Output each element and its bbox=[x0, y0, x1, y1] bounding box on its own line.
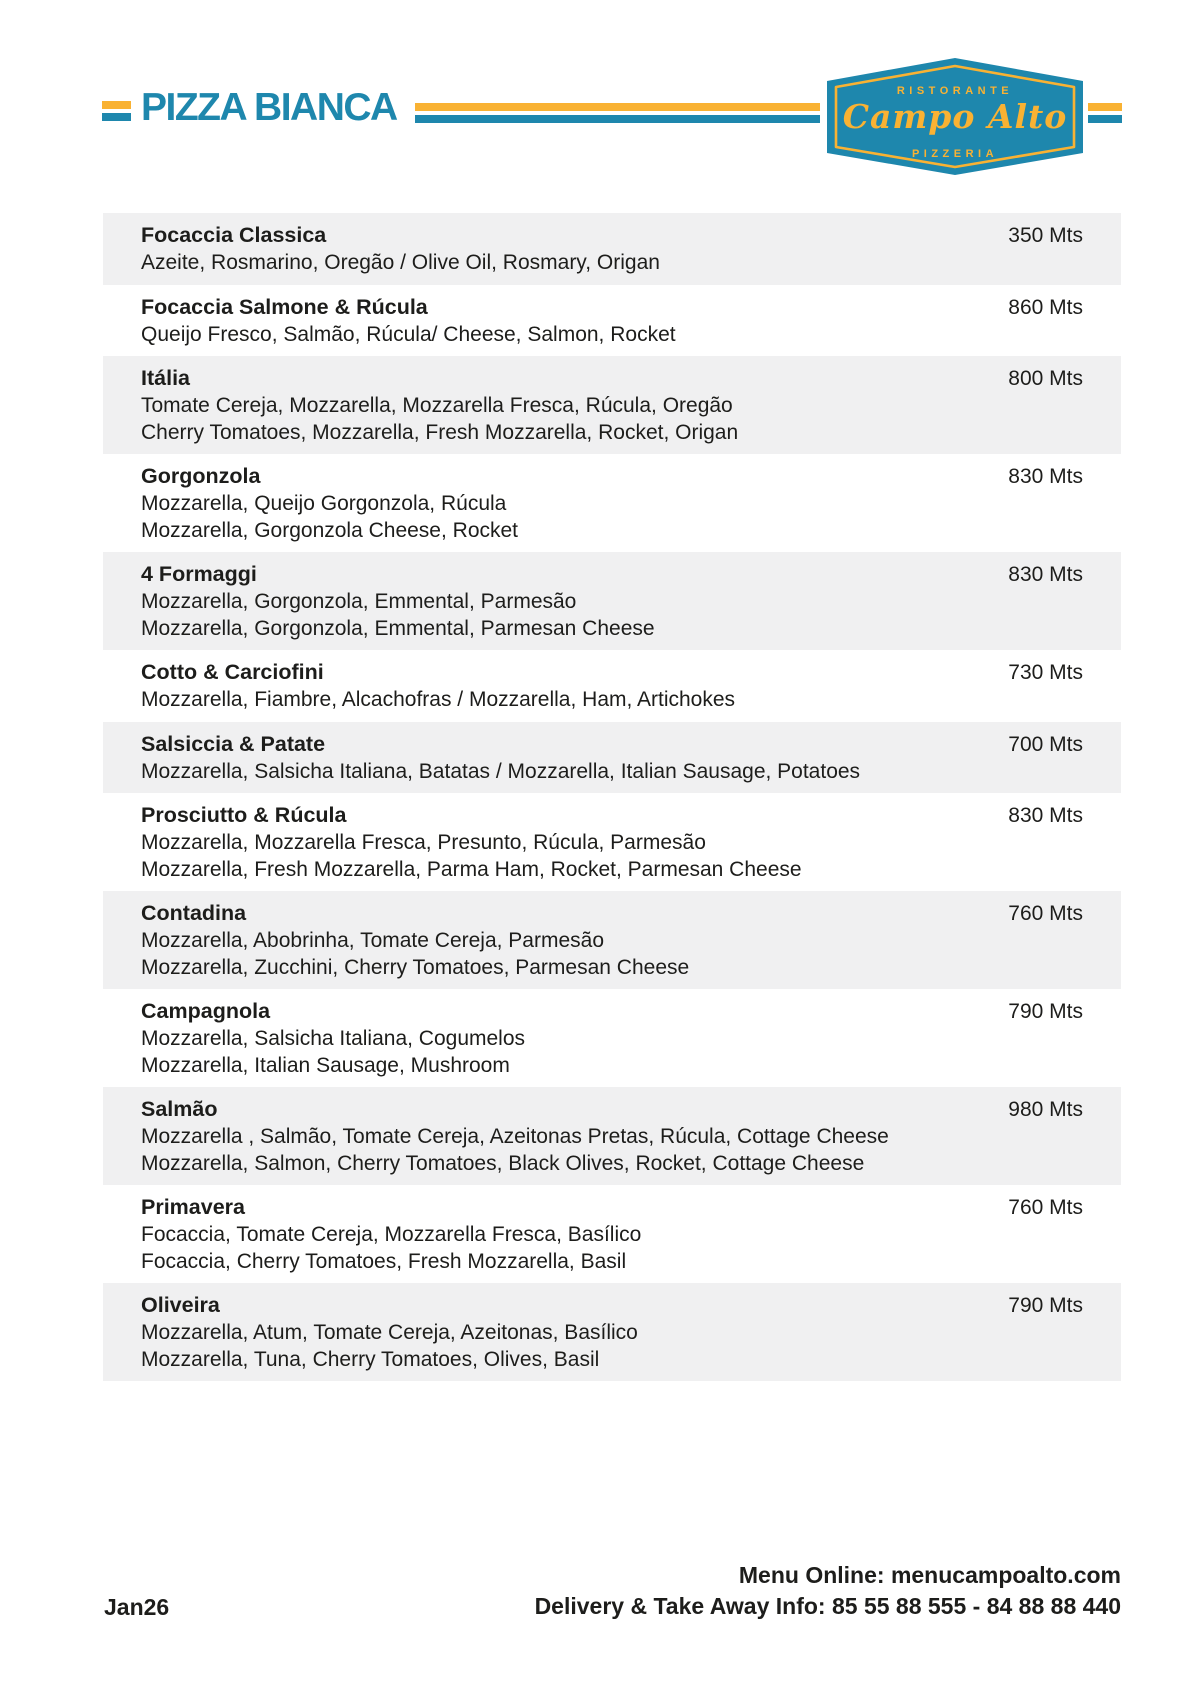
menu-item-price: 800 Mts bbox=[1008, 367, 1083, 390]
logo-name-text: Campo Alto bbox=[842, 97, 1068, 136]
menu-item-description: Mozzarella, Tuna, Cherry Tomatoes, Olives, Basil bbox=[141, 1347, 600, 1371]
menu-item-name: Salmão bbox=[141, 1097, 218, 1121]
menu-item-description: Focaccia, Cherry Tomatoes, Fresh Mozzarella, Basil bbox=[141, 1249, 627, 1273]
menu-item-row bbox=[103, 356, 1121, 454]
menu-item-price: 830 Mts bbox=[1008, 804, 1083, 827]
menu-item-description: Mozzarella, Queijo Gorgonzola, Rúcula bbox=[141, 492, 507, 515]
menu-item-description: Focaccia, Tomate Cereja, Mozzarella Fresca, Basílico bbox=[141, 1223, 642, 1246]
menu-item-description: Mozzarella, Fiambre, Alcachofras / Mozzarella, Ham, Artichokes bbox=[141, 688, 736, 711]
menu-item-description: Mozzarella, Abobrinha, Tomate Cereja, Parmesão bbox=[141, 929, 605, 952]
menu-item-head bbox=[141, 1095, 1083, 1124]
footer-contact-block bbox=[535, 1560, 1121, 1622]
menu-item-head bbox=[141, 1193, 1083, 1222]
menu-item-description: Queijo Fresco, Salmão, Rúcula/ Cheese, Salmon, Rocket bbox=[141, 322, 676, 346]
menu-item-head bbox=[141, 462, 1083, 491]
menu-item-description: Mozzarella, Atum, Tomate Cereja, Azeitonas, Basílico bbox=[141, 1321, 638, 1344]
menu-item-description: Mozzarella, Gorgonzola Cheese, Rocket bbox=[141, 518, 519, 542]
campo-alto-logo-badge bbox=[827, 58, 1083, 175]
menu-item-name: Focaccia Salmone & Rúcula bbox=[141, 294, 428, 319]
menu-item-description: Mozzarella, Salsicha Italiana, Batatas / Mozzarella, Italian Sausage, Potatoes bbox=[141, 759, 861, 783]
logo-ristorante-text: RISTORANTE bbox=[896, 85, 1014, 97]
menu-item-head bbox=[141, 801, 1083, 830]
menu-item-row bbox=[103, 213, 1121, 285]
menu-item-head bbox=[141, 293, 1083, 322]
menu-item-name: Salsiccia & Patate bbox=[141, 731, 326, 756]
menu-item-price: 860 Mts bbox=[1008, 295, 1083, 319]
menu-item-price: 730 Mts bbox=[1008, 661, 1083, 684]
menu-item-price: 980 Mts bbox=[1008, 1098, 1083, 1121]
menu-item-row bbox=[103, 722, 1121, 794]
menu-item-name: 4 Formaggi bbox=[141, 562, 257, 586]
menu-item-head bbox=[141, 899, 1083, 928]
menu-item-description: Mozzarella, Salmon, Cherry Tomatoes, Black Olives, Rocket, Cottage Cheese bbox=[141, 1151, 865, 1175]
menu-item-name: Oliveira bbox=[141, 1293, 220, 1317]
menu-item-row bbox=[103, 650, 1121, 722]
menu-item-description: Mozzarella, Mozzarella Fresca, Presunto, Rúcula, Parmesão bbox=[141, 831, 706, 854]
footer-edition: Jan26 bbox=[104, 1594, 170, 1620]
menu-item-row bbox=[103, 793, 1121, 891]
logo-pizzeria-text: PIZZERIA bbox=[911, 148, 999, 160]
menu-item-row bbox=[103, 552, 1121, 650]
menu-item-price: 790 Mts bbox=[1008, 1294, 1083, 1317]
menu-item-head bbox=[141, 730, 1083, 759]
menu-item-description: Tomate Cereja, Mozzarella, Mozzarella Fresca, Rúcula, Oregão bbox=[141, 394, 733, 417]
header-rule-teal bbox=[415, 115, 820, 123]
menu-item-head bbox=[141, 1291, 1083, 1320]
menu-item-row bbox=[103, 1087, 1121, 1185]
menu-item-name: Cotto & Carciofini bbox=[141, 660, 324, 684]
menu-item-row bbox=[103, 1185, 1121, 1283]
menu-item-name: Campagnola bbox=[141, 999, 271, 1023]
menu-item-description: Azeite, Rosmarino, Oregão / Olive Oil, Rosmary, Origan bbox=[141, 251, 660, 274]
menu-item-name: Primavera bbox=[141, 1195, 245, 1219]
menu-item-price: 760 Mts bbox=[1008, 902, 1083, 925]
menu-item-row bbox=[103, 989, 1121, 1087]
menu-item-name: Contadina bbox=[141, 901, 247, 925]
menu-item-row bbox=[103, 891, 1121, 989]
menu-item-row bbox=[103, 1283, 1121, 1381]
menu-list bbox=[103, 213, 1121, 1381]
menu-item-price: 790 Mts bbox=[1008, 1000, 1083, 1023]
header-rule-orange bbox=[415, 103, 820, 111]
menu-item-name: Gorgonzola bbox=[141, 464, 261, 488]
menu-item-row bbox=[103, 454, 1121, 552]
menu-item-head bbox=[141, 364, 1083, 393]
menu-item-name: Itália bbox=[141, 366, 190, 390]
menu-item-head bbox=[141, 221, 1083, 250]
menu-item-name: Prosciutto & Rúcula bbox=[141, 803, 347, 827]
title-accent-bar-teal bbox=[102, 113, 131, 121]
menu-item-price: 760 Mts bbox=[1008, 1196, 1083, 1219]
menu-item-description: Cherry Tomatoes, Mozzarella, Fresh Mozzarella, Rocket, Origan bbox=[141, 420, 739, 444]
menu-item-head bbox=[141, 997, 1083, 1026]
menu-item-description: Mozzarella, Italian Sausage, Mushroom bbox=[141, 1053, 510, 1077]
menu-item-head bbox=[141, 658, 1083, 687]
menu-item-description: Mozzarella, Gorgonzola, Emmental, Parmesão bbox=[141, 590, 577, 613]
menu-item-price: 830 Mts bbox=[1008, 563, 1083, 586]
menu-item-description: Mozzarella, Zucchini, Cherry Tomatoes, Parmesan Cheese bbox=[141, 955, 690, 979]
menu-item-name: Focaccia Classica bbox=[141, 223, 327, 247]
menu-item-head bbox=[141, 560, 1083, 589]
page-title: PIZZA BIANCA bbox=[141, 86, 397, 129]
menu-item-price: 830 Mts bbox=[1008, 465, 1083, 488]
menu-item-description: Mozzarella, Salsicha Italiana, Cogumelos bbox=[141, 1027, 526, 1050]
menu-item-description: Mozzarella, Gorgonzola, Emmental, Parmesan Cheese bbox=[141, 616, 655, 640]
header-rule-right-teal bbox=[1088, 115, 1122, 123]
menu-item-price: 700 Mts bbox=[1008, 732, 1083, 756]
menu-item-description: Mozzarella , Salmão, Tomate Cereja, Azeitonas Pretas, Rúcula, Cottage Cheese bbox=[141, 1125, 889, 1148]
menu-item-description: Mozzarella, Fresh Mozzarella, Parma Ham, Rocket, Parmesan Cheese bbox=[141, 857, 802, 881]
title-accent-bar-orange bbox=[102, 101, 131, 109]
header-rule-right-orange bbox=[1088, 103, 1122, 111]
menu-item-row bbox=[103, 285, 1121, 357]
footer-delivery-info: Delivery & Take Away Info: 85 55 88 555 - 84 88 88 440 bbox=[534, 1593, 1121, 1619]
menu-item-price: 350 Mts bbox=[1008, 224, 1083, 247]
footer-menu-online: Menu Online: menucampoalto.com bbox=[738, 1562, 1121, 1588]
